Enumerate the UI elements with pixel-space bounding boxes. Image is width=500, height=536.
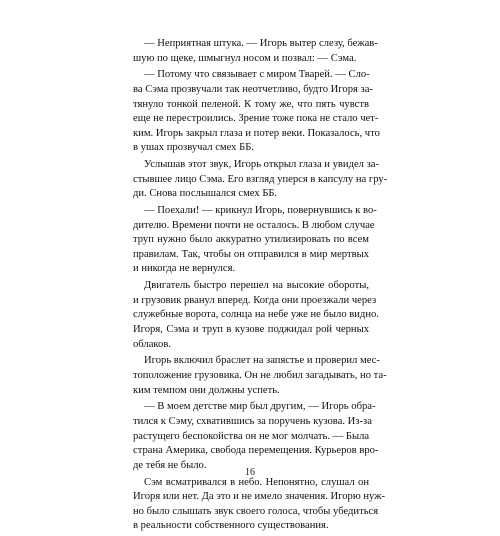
text-line: растущего беспокойства он не мог молчать. — Была bbox=[133, 430, 370, 442]
text-line: тился к Сэму, схватившись за поручень кузова. Из-за bbox=[133, 415, 372, 427]
text-line: ди. Снова послышался смех ББ. bbox=[133, 188, 278, 200]
text-line: Услышав этот звук, Игорь открыл глаза и увидел за- bbox=[144, 159, 380, 171]
text-line: Игорь включил браслет на запястье и проверил мес- bbox=[144, 355, 380, 367]
text-line: ким темпом они должны успеть. bbox=[133, 384, 280, 396]
page-number: 16 bbox=[245, 467, 255, 478]
text-line: служебные ворота, солнца на небе уже не было видно. bbox=[133, 309, 379, 321]
text-line: дителю. Времени почти не осталось. В любом случае bbox=[133, 219, 375, 231]
paragraph bbox=[133, 158, 388, 202]
text-line: и грузовик рванул вперед. Когда они проезжали через bbox=[133, 294, 377, 306]
text-line: Игоря, Сэма и труп в кузове поджидал рой черных bbox=[133, 324, 369, 336]
text-line: стывшее лицо Сэма. Его взгляд уперся в капсулу на гру- bbox=[133, 173, 388, 185]
text-line: — Потому что связывает с миром Тварей. — Сло- bbox=[144, 69, 370, 81]
text-line: шую по щеке, шмыгнул носом и позвал: — Сэма. bbox=[133, 52, 357, 64]
paragraph bbox=[133, 279, 379, 352]
text-line: ва Сэма прозвучали так неотчетливо, будто Игоря за- bbox=[133, 83, 373, 95]
text-line: правилам. Так, чтобы он отправился в мир мертвых bbox=[133, 248, 369, 260]
text-line: Сэм всматривался в небо. Непонятно, слушал он bbox=[144, 476, 369, 488]
text-line: труп нужно было аккуратно утилизировать по всем bbox=[133, 234, 369, 246]
text-line: в реальности собственного существования. bbox=[133, 520, 329, 532]
text-line: и никогда не вернулся. bbox=[133, 263, 236, 275]
paragraph bbox=[133, 354, 387, 398]
text-line: страна Америка, свобода перемещения. Курьеров вро- bbox=[133, 445, 379, 457]
text-line: де тебя не было. bbox=[133, 459, 207, 471]
text-line: — Неприятная штука. — Игорь вытер слезу, бежав- bbox=[144, 38, 378, 49]
text-line: еще не перестроились. Зрение тоже пока не стало чет- bbox=[133, 113, 379, 125]
paragraph bbox=[133, 204, 377, 277]
text-line: — Поехали! — крикнул Игорь, повернувшись к во- bbox=[144, 205, 377, 217]
text-line: тянуло тонкой пеленой. К тому же, что пять чувств bbox=[133, 98, 369, 110]
paragraph bbox=[133, 37, 378, 66]
text-line: но было слышать звук своего голоса, чтобы убедиться bbox=[133, 505, 379, 517]
text-line: тоположение грузовика. Он не любил загадывать, но та- bbox=[133, 370, 387, 381]
body-text bbox=[133, 37, 388, 536]
text-line: Двигатель быстро перешел на высокие обороты, bbox=[144, 280, 369, 292]
paragraph bbox=[133, 68, 380, 156]
paragraph bbox=[133, 400, 379, 473]
text-line: в ушах прозвучал смех ББ. bbox=[133, 142, 254, 154]
text-line: Игоря или нет. Да это и не имело значения. Игорю нуж- bbox=[133, 491, 386, 503]
text-line: — В моем детстве мир был другим, — Игорь обра- bbox=[144, 401, 376, 413]
paragraph bbox=[133, 476, 386, 534]
text-line: облаков. bbox=[133, 338, 171, 350]
text-line: ким. Игорь закрыл глаза и потер веки. Показалось, что bbox=[133, 127, 380, 139]
